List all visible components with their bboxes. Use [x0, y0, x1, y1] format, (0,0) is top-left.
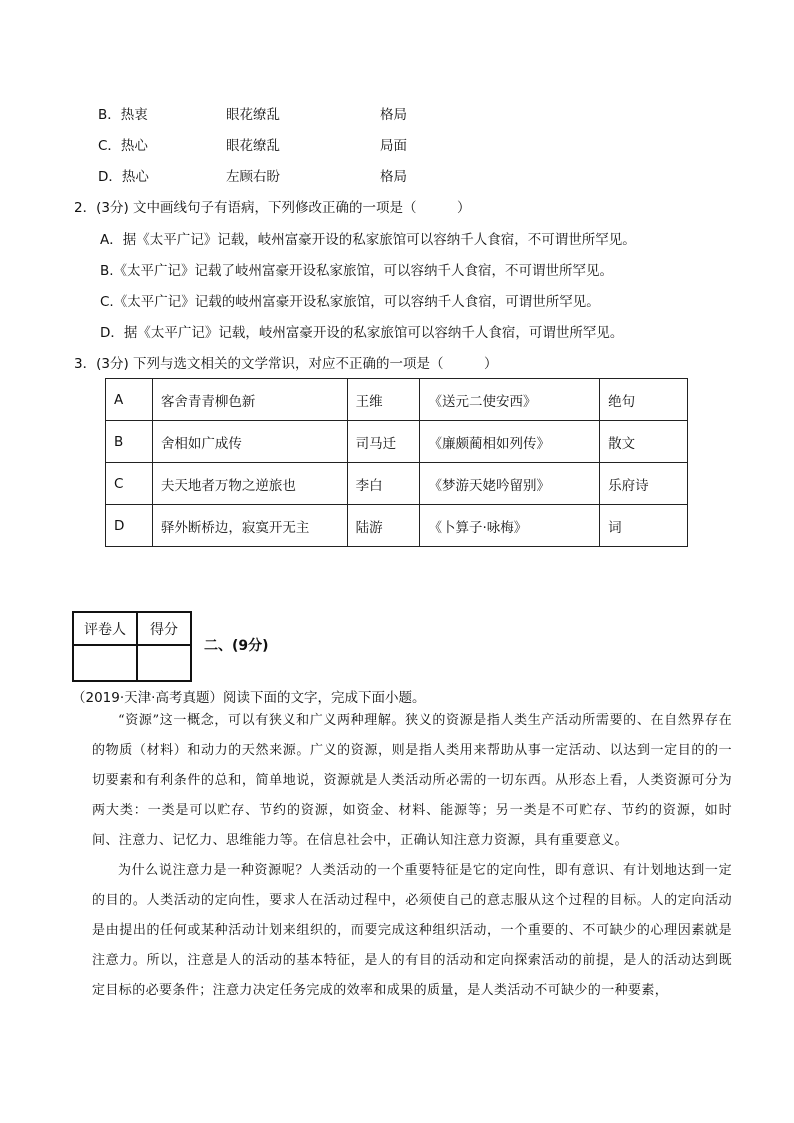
- table-cell: D: [106, 505, 153, 547]
- q1-option-b-word3: 格局: [380, 107, 407, 123]
- q1-option-c-word3: 局面: [380, 138, 407, 154]
- table-cell: 夫天地者万物之逆旅也: [152, 463, 347, 505]
- q1-option-d-word2: 左顾右盼: [226, 169, 280, 185]
- q1-option-b-word2: 眼花缭乱: [226, 107, 280, 123]
- table-row: [106, 463, 688, 505]
- q2-option-d: D．据《太平广记》记载，岐州富豪开设的私家旅馆可以容纳千人食宿，可谓世所罕见。: [100, 325, 624, 341]
- q2-stem: 2．(3分) 文中画线句子有语病，下列修改正确的一项是（ ）: [74, 200, 471, 216]
- table-row: [106, 505, 688, 547]
- table-row: [106, 421, 688, 463]
- table-cell: 《卜算子·咏梅》: [420, 505, 600, 547]
- table-cell: 客舍青青柳色新: [152, 379, 347, 421]
- q1-option-c-letter: C．热心: [98, 138, 148, 154]
- table-cell: 《送元二使安西》: [420, 379, 600, 421]
- passage-source: （2019·天津·高考真题）阅读下面的文字，完成下面小题。: [72, 690, 426, 706]
- table-cell: 司马迁: [347, 421, 420, 463]
- reading-passage: [92, 706, 732, 1006]
- table-row: [106, 379, 688, 421]
- table-cell: 《梦游天姥吟留别》: [420, 463, 600, 505]
- table-cell: 绝句: [600, 379, 688, 421]
- literature-table: [105, 378, 688, 547]
- table-cell: 王维: [347, 379, 420, 421]
- table-cell: A: [106, 379, 153, 421]
- q2-option-c: C.《太平广记》记载的岐州富豪开设私家旅馆，可以容纳千人食宿，可谓世所罕见。: [100, 294, 600, 310]
- score-label: 得分: [137, 612, 191, 645]
- table-cell: 陆游: [347, 505, 420, 547]
- table-cell: 乐府诗: [600, 463, 688, 505]
- table-cell: B: [106, 421, 153, 463]
- table-cell: 词: [600, 505, 688, 547]
- q1-option-d-letter: D．热心: [98, 169, 149, 185]
- section-title: 二、(9分): [204, 638, 269, 654]
- q3-stem: 3．(3分) 下列与选文相关的文学常识，对应不正确的一项是（ ）: [74, 356, 498, 372]
- table-cell: C: [106, 463, 153, 505]
- passage-paragraph: “资源”这一概念，可以有狭义和广义两种理解。狭义的资源是指人类生产活动所需要的、在自然界存在的物质（材料）和动力的天然来源。广义的资源，则是指人类用来帮助从事一定活动、以达到一定目的的一切要素和有利条件的总和，简单地说，资源就是人类活动所必需的一切东西。从形态上看，人类资源可分为两大类：一类是可以贮存、节约的资源，如资金、材料、能源等；另一类是不可贮存、节约的资源，如时间、注意力、记忆力、思维能力等。在信息社会中，正确认知注意力资源，具有重要意义。: [92, 713, 732, 848]
- table-cell: 《廉颇蔺相如列传》: [420, 421, 600, 463]
- q2-option-b: B.《太平广记》记载了岐州富豪开设私家旅馆，可以容纳千人食宿，不可谓世所罕见。: [100, 263, 614, 279]
- score-field[interactable]: [137, 645, 191, 681]
- q2-option-a: A．据《太平广记》记载，岐州富豪开设的私家旅馆可以容纳千人食宿，不可谓世所罕见。: [100, 232, 636, 248]
- passage-paragraph: 为什么说注意力是一种资源呢？人类活动的一个重要特征是它的定向性，即有意识、有计划地达到一定的目的。人类活动的定向性，要求人在活动过程中，必须使自己的意志服从这个过程的目标。人的定向活动是由提出的任何或某种活动计划来组织的，而要完成这种组织活动，一个重要的、不可缺少的心理因素就是注意力。所以，注意是人的活动的基本特征，是人的有目的活动和定向探索活动的前提，是人的活动达到既定目标的必要条件；注意力决定任务完成的效率和成果的质量，是人类活动不可缺少的一种要素，: [92, 863, 732, 998]
- grader-field[interactable]: [73, 645, 137, 681]
- q1-option-c-word2: 眼花缭乱: [226, 138, 280, 154]
- score-box: [72, 611, 192, 682]
- grader-label: 评卷人: [73, 612, 137, 645]
- q1-option-d-word3: 格局: [380, 169, 407, 185]
- q1-option-b-letter: B．热衷: [98, 107, 148, 123]
- table-cell: 驿外断桥边，寂寞开无主: [152, 505, 347, 547]
- table-cell: 舍相如广成传: [152, 421, 347, 463]
- table-cell: 散文: [600, 421, 688, 463]
- table-cell: 李白: [347, 463, 420, 505]
